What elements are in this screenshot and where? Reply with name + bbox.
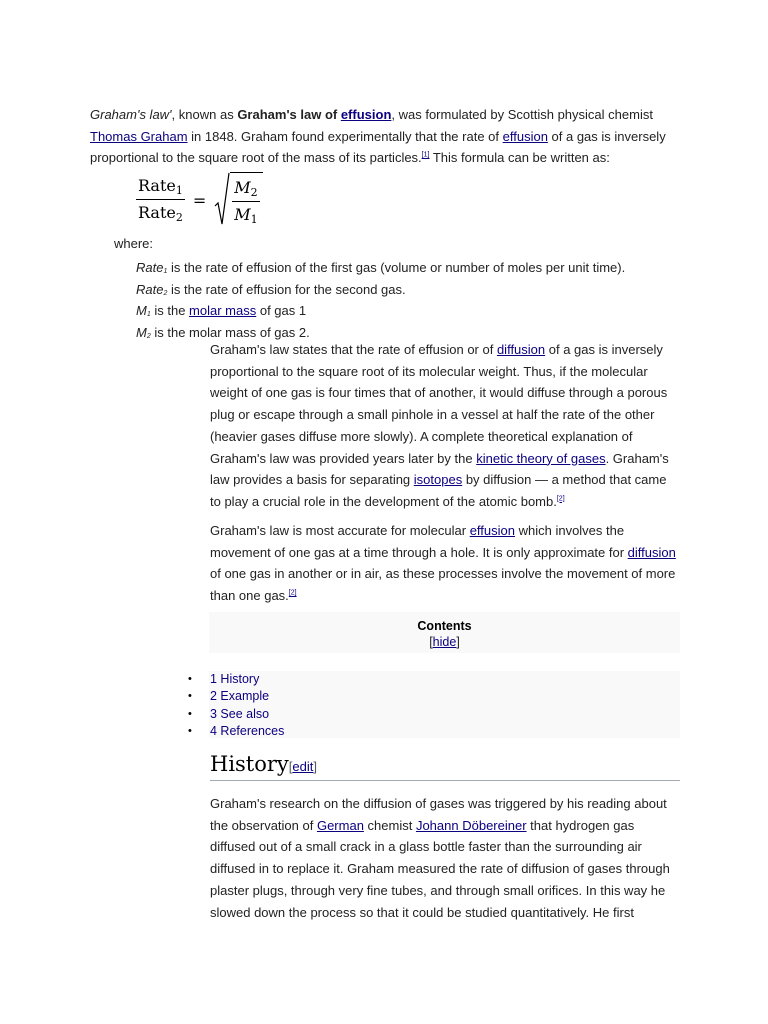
toc-item-references[interactable]: 4 References — [210, 723, 285, 738]
rate-fraction — [136, 176, 185, 224]
subscript: 2 — [250, 185, 258, 199]
paragraph-text: of a gas is inversely proportional to the square root of its molecular weight. Thus, if the molecular weight of one gas is four times that of another, it would diffuse through a porous plug or escape through a small pinhole in a vessel at half the rate of the other (heavier gases diffuse more slowly). A complete theoretical explanation of Graham's law was provided years later by the — [210, 342, 668, 466]
paragraph-text: Graham's law states that the rate of effusion or of — [210, 342, 497, 357]
diffusion-link[interactable]: diffusion — [496, 342, 546, 357]
variable-subscript: 2 — [163, 289, 168, 297]
diffusion-link[interactable]: diffusion — [627, 544, 676, 560]
edit-history-link[interactable]: edit — [292, 759, 314, 774]
subscript: 2 — [175, 211, 183, 224]
toc-item-see-also[interactable]: 3 See also — [210, 706, 270, 721]
variable-name: M — [136, 303, 147, 318]
bullet-icon: • — [188, 673, 192, 685]
intro-text: , was formulated by Scottish physical chemist — [391, 107, 653, 122]
reference-2-link[interactable]: [2] — [556, 495, 565, 503]
fraction-numerator — [136, 176, 185, 200]
isotopes-link[interactable]: isotopes — [413, 472, 463, 488]
where-label: where: — [114, 236, 154, 251]
rate-symbol: Rate — [138, 176, 176, 195]
subscript: 1 — [175, 184, 183, 197]
variable-name: Rate — [136, 281, 164, 297]
toc-item-example[interactable]: 2 Example — [210, 689, 270, 704]
variable-name: M — [136, 324, 147, 340]
molar-mass-link[interactable]: molar mass — [189, 303, 257, 318]
paragraph-text: Graham's law is most accurate for molecular — [210, 523, 470, 538]
toc-item-history[interactable]: 1 History — [210, 672, 260, 686]
intro-paragraph — [90, 104, 690, 169]
paragraph-text: which involves the movement of one gas at a time through a hole. It is only approximate for — [210, 523, 628, 560]
radicand — [230, 172, 262, 228]
fraction-denominator — [232, 202, 259, 226]
bullet-icon: • — [188, 724, 192, 737]
intro-text: of a gas is inversely proportional to the square root of the mass of its particles. — [90, 128, 666, 165]
johann-dobereiner-link[interactable]: Johann Döbereiner — [415, 817, 527, 833]
toc-hide-control — [209, 635, 680, 649]
thomas-graham-link[interactable]: Thomas Graham — [90, 128, 188, 144]
subscript: 1 — [250, 212, 258, 226]
mass-symbol: M — [234, 177, 251, 197]
bracket: [ — [288, 759, 293, 774]
bracket: ] — [456, 635, 460, 649]
toc-item — [188, 671, 284, 688]
paragraph-text: that hydrogen gas diffused out of a small crack in a glass bottle faster than the surrounding air diffused in to replace it. Graham measured the rate of diffusion of gases through plaster plugs, through very fine tubes, and through small orifices. In this way he slowed down the process so that it could be studied quantitatively. He first — [210, 817, 670, 920]
variable-subscript: 1 — [146, 311, 151, 318]
paragraph-text: . Graham's law provides a basis for separating — [210, 450, 669, 488]
grahams-law-formula — [136, 172, 263, 228]
effusion-link[interactable]: effusion — [502, 128, 548, 144]
bullet-icon: • — [188, 690, 192, 703]
history-heading-text: History — [210, 752, 289, 776]
paragraph-text: Graham's research on the diffusion of gases was triggered by his reading about the observation of — [210, 796, 667, 833]
intro-text: , known as — [171, 107, 238, 122]
rate-symbol: Rate — [138, 203, 176, 222]
fraction-numerator — [232, 178, 259, 202]
toc-item — [188, 723, 284, 740]
definition-text: of gas 1 — [256, 303, 307, 318]
history-paragraph — [210, 793, 680, 923]
bullet-icon: • — [188, 707, 192, 720]
mass-fraction — [232, 178, 259, 226]
law-statement-paragraph — [210, 339, 680, 513]
intro-title-italic: Graham's law' — [90, 107, 172, 122]
intro-bold-prefix: Graham's law of — [237, 107, 341, 122]
definition-text: is the rate of effusion for the second gas. — [167, 281, 406, 297]
paragraph-text: chemist — [363, 817, 416, 833]
bracket: [ — [429, 635, 433, 649]
history-heading — [210, 752, 680, 781]
accuracy-paragraph — [210, 520, 680, 607]
definition-line — [136, 302, 625, 324]
toc-list — [188, 671, 284, 740]
definition-line — [136, 281, 625, 303]
kinetic-theory-link[interactable]: kinetic theory of gases — [476, 450, 606, 466]
reference-1-link[interactable]: [1] — [421, 151, 430, 159]
table-of-contents-header — [209, 612, 680, 653]
bracket: ] — [313, 759, 318, 774]
toc-hide-link[interactable]: hide — [432, 635, 457, 649]
german-link[interactable]: German — [316, 817, 364, 833]
toc-item — [188, 706, 284, 723]
toc-item — [188, 688, 284, 705]
radical-sign-icon — [214, 172, 230, 228]
variable-name: Rate — [136, 260, 164, 275]
effusion-link[interactable]: effusion — [469, 523, 515, 538]
contents-title: Contents — [417, 619, 472, 633]
fraction-denominator — [136, 200, 185, 224]
equals-sign: = — [192, 190, 207, 210]
intro-text: This formula can be written as: — [429, 150, 610, 165]
intro-bold-title — [237, 107, 391, 122]
definition-text: is the — [150, 303, 190, 318]
paragraph-text: by diffusion — a method that came to play a crucial role in the development of the atomic bomb. — [210, 472, 667, 509]
effusion-bold-link[interactable]: effusion — [340, 107, 392, 122]
mass-symbol: M — [234, 204, 251, 224]
square-root — [214, 172, 262, 228]
paragraph-text: of one gas in another or in air, as these processes involve the movement of more than one gas. — [210, 566, 676, 604]
variable-definitions — [136, 259, 625, 345]
variable-subscript: 1 — [163, 268, 168, 275]
definition-line — [136, 259, 625, 281]
variable-subscript: 2 — [146, 332, 151, 340]
reference-2-link[interactable]: [2] — [288, 589, 297, 597]
intro-text: in 1848. Graham found experimentally that the rate of — [187, 128, 503, 144]
definition-text: is the rate of effusion of the first gas (volume or number of moles per unit time). — [167, 260, 626, 275]
definition-text: is the molar mass of gas 2. — [150, 324, 310, 340]
